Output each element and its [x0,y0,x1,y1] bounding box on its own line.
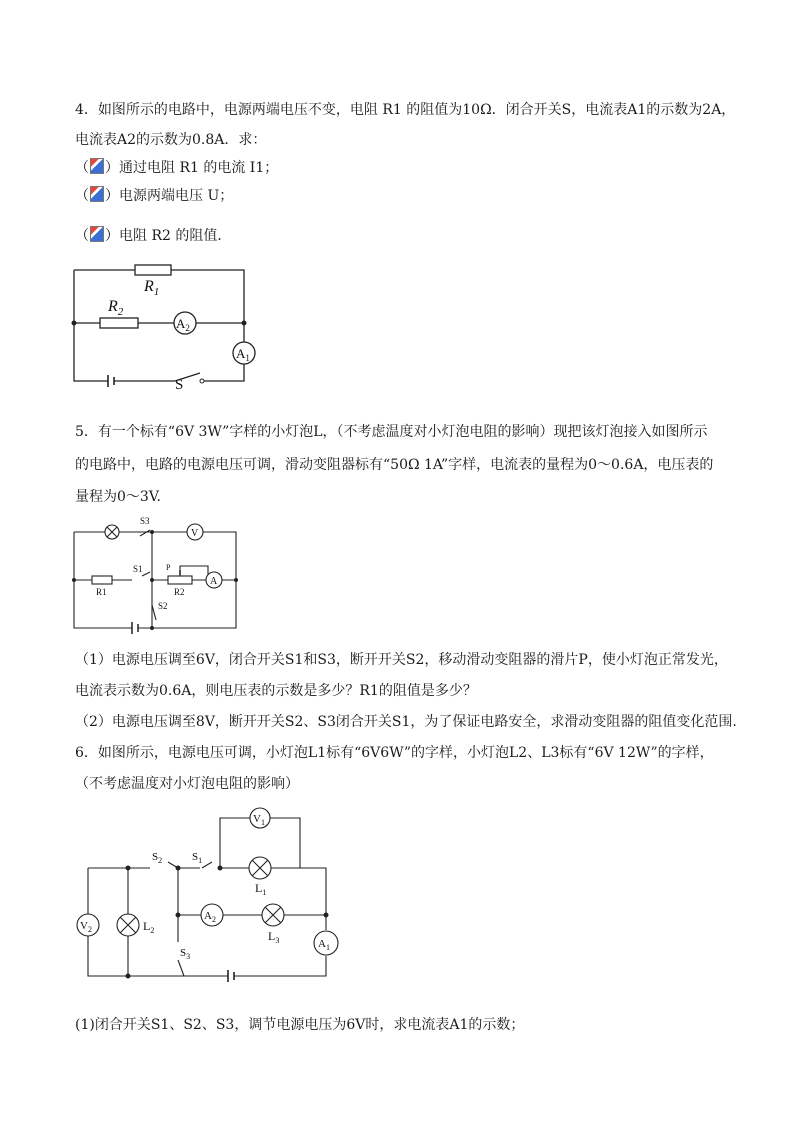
q5-line2: 的电路中，电路的电源电压可调，滑动变阻器标有“50Ω 1A”字样，电流表的量程为0～0.6A，电压表的 [75,457,714,473]
q4-sub3 [75,226,231,246]
question-marker-icon [90,226,104,242]
r1-label: $R_1$ [144,278,160,298]
q4-line1: 4．如图所示的电路中，电源两端电压不变，电阻 R1 的阻值为10Ω．闭合开关S，电流表A1的示数为2A， [75,102,736,118]
s3-label: S3 [140,516,150,526]
a-label: A [210,576,218,587]
s3-label: $S_3$ [180,947,191,961]
q5-line1: 5．有一个标有“6V 3W”字样的小灯泡L，（不考虑温度对小灯泡电阻的影响）现把该灯泡接入如图所示 [75,424,708,440]
q5-part1-a: （1）电源电压调至6V，闭合开关S1和S3，断开开关S2，移动滑动变阻器的滑片P，使小灯泡正常发光， [75,652,728,668]
v-label: V [191,528,199,539]
q4-sub2 [75,186,233,206]
p-label: P [166,563,171,572]
r1-label: R1 [96,587,107,597]
s1-label: $S_1$ [192,851,203,865]
q5-part1-b: 电流表示数为0.6A，则电压表的示数是多少？R1的阻值是多少？ [75,683,477,699]
q6-part1: (1)闭合开关S1、S2、S3，调节电源电压为6V时，求电流表A1的示数； [75,1017,525,1033]
q6-circuit-diagram [70,800,360,985]
paren-open: （ [75,228,89,244]
l3-label: $L_3$ [268,929,280,945]
a2-label: $A_2$ [204,910,216,924]
s2-label: S2 [158,601,168,611]
question-marker-icon [90,158,104,174]
a1-label: $A_1$ [236,346,250,363]
v1-label: $V_1$ [253,813,265,827]
switch-s-label: S [175,377,184,390]
q4-sub3-text: ）电阻 R2 的阻值． [105,228,232,244]
v2-label: $V_2$ [80,920,92,934]
q5-circuit-diagram [70,510,245,635]
a2-label: $A_2$ [176,316,190,333]
s1-label: S1 [133,564,143,574]
paren-open: （ [75,160,89,176]
a1-label: $A_1$ [318,938,330,952]
q4-sub1 [75,158,278,178]
s2-label: $S_2$ [152,851,163,865]
question-marker-icon [90,186,104,202]
q6-line1: 6．如图所示，电源电压可调，小灯泡L1标有“6V6W”的字样，小灯泡L2、L3标有“6V 12W”的字样， [75,745,714,761]
q6-line2: （不考虑温度对小灯泡电阻的影响） [75,776,299,792]
l1-label: $L_1$ [255,881,267,897]
q5-line3: 量程为0～3V. [75,489,161,505]
q4-circuit-diagram [60,255,260,390]
paren-open: （ [75,188,89,204]
q5-part2: （2）电源电压调至8V，断开开关S2、S3闭合开关S1，为了保证电路安全，求滑动变阻器的阻值变化范围. [75,714,737,730]
q4-sub1-text: ）通过电阻 R1 的电流 I1； [105,160,279,176]
q4-sub2-text: ）电源两端电压 U； [105,188,234,204]
r2-label: R2 [174,587,185,597]
l2-label: $L_2$ [143,919,155,935]
q4-line2: 电流表A2的示数为0.8A．求： [75,132,267,148]
r2-label: $R_2$ [108,298,124,318]
